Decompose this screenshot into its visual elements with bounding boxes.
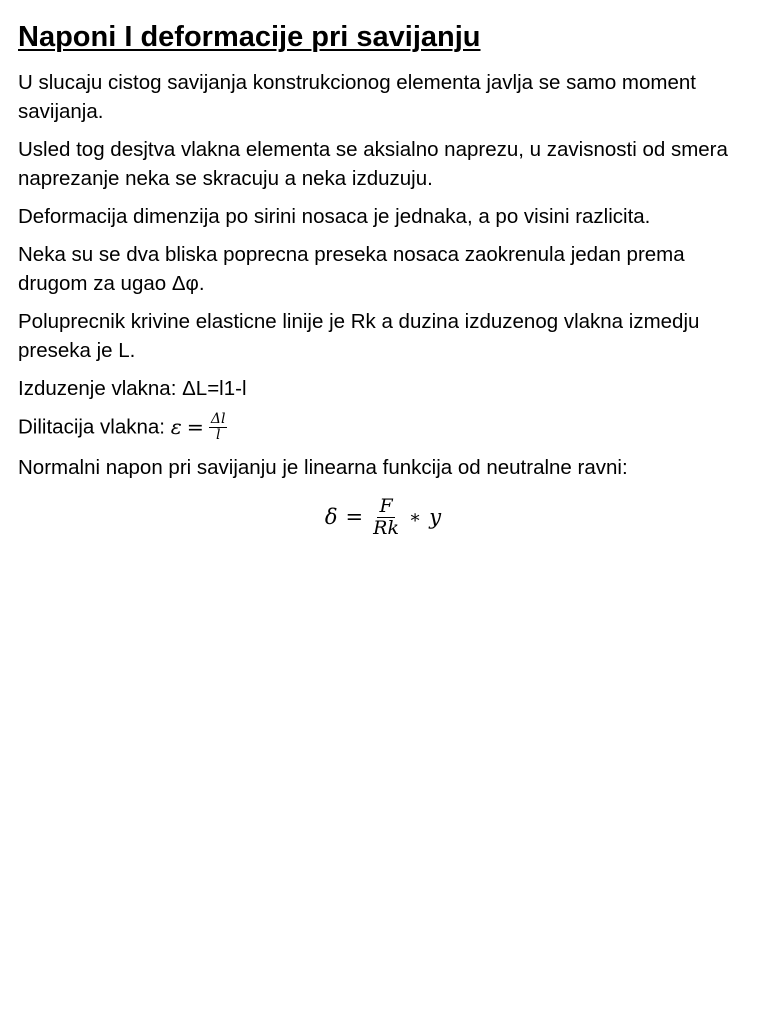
paragraph-deformation: Deformacija dimenzija po sirini nosaca je jednaka, a po visini razlicita. [18,205,651,228]
formula-numerator: F [379,494,393,517]
dilatation-lhs: ε [170,415,182,440]
paragraph-rotation-angle: Neka su se dva bliska poprecna preseka nosaca zaokrenula jedan prema drugom za ugao Δφ. [18,243,685,295]
formula-fraction [371,496,401,539]
dilatation-equals: = [186,415,204,440]
paragraph-pure-bending: U slucaju cistog savijanja konstrukcionog elementa javlja se samo moment savijanja. [18,71,696,123]
normal-stress-formula [18,496,748,539]
dilatation-formula [171,412,228,444]
formula-denominator: Rk [373,516,399,539]
dilatation-fraction [209,412,228,444]
dilatation-denominator: l [215,427,221,444]
dilatation-numerator: Δl [210,411,226,427]
dilatation-label: Dilitacija vlakna: [18,415,165,439]
page-title: Naponi I deformacije pri savijanju [18,21,481,53]
paragraph-normal-stress: Normalni napon pri savijanju je linearna funkcija od neutralne ravni: [18,455,628,479]
paragraph-dilatation [18,412,748,444]
formula-operator: ∗ [408,506,422,528]
formula-lhs: δ [324,505,338,530]
document-page [18,18,748,539]
formula-variable: y [429,505,442,530]
formula-equals: = [345,505,364,530]
paragraph-curvature-radius: Poluprecnik krivine elasticne linije je Rk a duzina izduzenog vlakna izmedju preseka je L. [18,310,700,362]
paragraph-fiber-stress: Usled tog desjtva vlakna elementa se aksialno naprezu, u zavisnosti od smera naprezanje neka se skracuju a neka izduzuju. [18,138,728,190]
paragraph-elongation: Izduzenje vlakna: ΔL=l1-l [18,377,247,400]
